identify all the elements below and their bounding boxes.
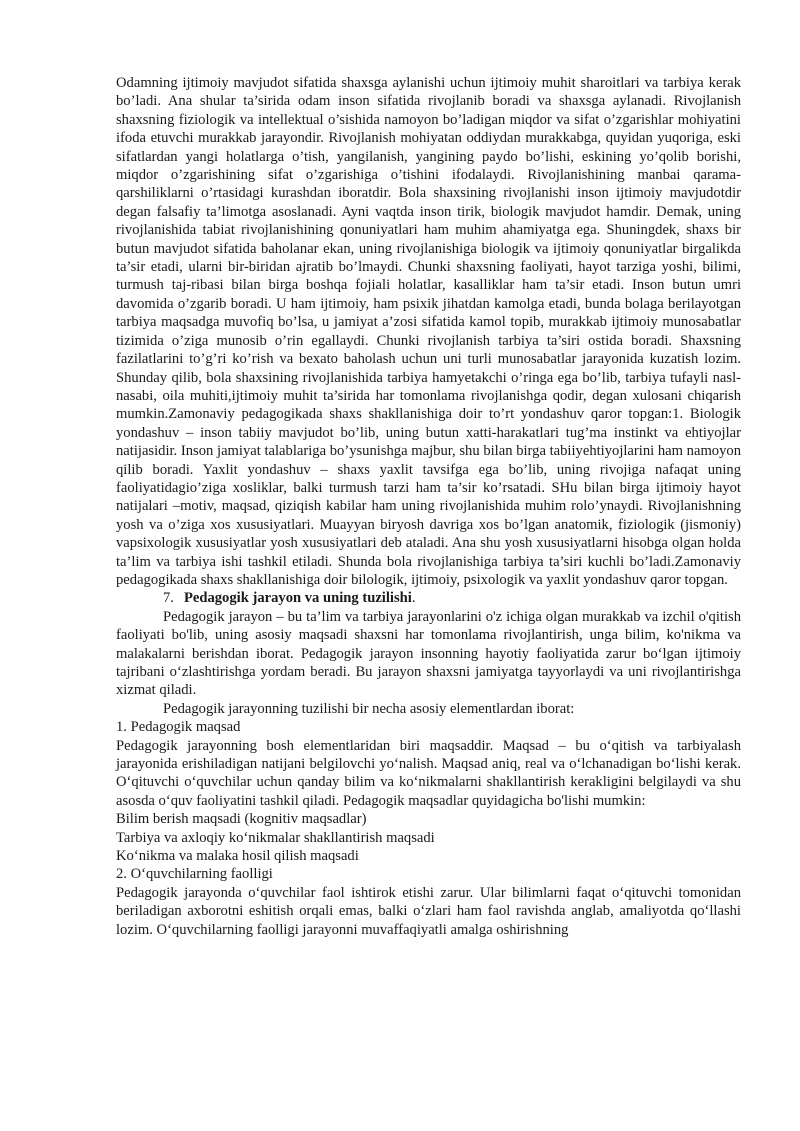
- section-title: Pedagogik jarayon va uning tuzilishi: [183, 590, 412, 607]
- section-number: 7.: [163, 590, 174, 607]
- element-2-text: Pedagogik jarayonda o‘quvchilar faol ishtirok etishi zarur. Ular bilimlarni faqat o‘qituvchi tomonidan beriladigan axborotni eshitish orqali emas, balki o‘zlari ham faol ravishda anglab, amaliyotda qo‘llashi lozim. O‘quvchilarning faolligi jarayonni muvaffaqiyatli amalga oshirishning: [116, 884, 741, 938]
- element-2-title: 2. O‘quvchilarning faolligi: [116, 866, 273, 883]
- section-heading: [116, 589, 741, 607]
- element-1-title: 1. Pedagogik maqsad: [116, 719, 241, 736]
- section-title-period: .: [411, 590, 416, 607]
- intro-paragraph: Odamning ijtimoiy mavjudot sifatida shaxsga aylanishi uchun ijtimoiy muhit sharoitlari va tarbiya kerak bo’ladi. Ana shular ta’sirida odam inson sifatida rivojlanib boradi va shaxsga aylanadi. Rivojlanish shaxsning fiziologik va intellektual o’sishida namoyon bo’ladigan miqdor va sifat o’zgarishlar mohiyatini ifoda etuvchi murakkab jarayondir. Rivojlanish mohiyatan oddiydan murakkabga, quyidan yuqoriga, eski sifatlardan yangi holatlarga o’tish, yangilanish, yangining paydo bo’lishi, eskining yo’qolib borishi, miqdor o’zgarishining sifat o’zgarishiga o’tishini ifodalaydi. Rivojlanishining manbai qarama-qarshiliklarni o’rtasidagi kurashdan iboratdir. Bola shaxsining rivojlanishi inson ijtimoiy mavjudotdir degan falsafiy ta’limotga asoslanadi. Ayni vaqtda inson tirik, biologik mavjudot hamdir. Demak, uning rivojlanishida tabiat rivojlanishining qonuniyatlari ham muhim ahamiyatga ega. Shuningdek, shaxs bir butun mavjudot sifatida baholanar ekan, uning rivojlanishiga biologik va ijtimoiy qonuniyatlar birgalikda ta’sir etadi, ularni bir-biridan ajratib bo’lmaydi. Chunki shaxsning faoliyati, hayot tarziga yoshi, bilimi, turmush taj-ribasi bilan birga boshqa fojiali holatlar, kasalliklar ham ta’sir etadi. Inson butun umri davomida o’zgarib boradi. U ham ijtimoiy, ham psixik jihatdan kamolga etadi, bunda bolaga berilayotgan tarbiya maqsadga muvofiq bo’lsa, u jamiyat a’zosi sifatida kamol topib, murakkab ijtimoiy munosabatlar tizimida o’ziga munosib o’rin egallaydi. Chunki rivojlanish tarbiya ta’siri ostida boradi. Shaxsning fazilatlarini to’g’ri ko’rish va bexato baholash uchun uni turli munosabatlar jarayonida kuzatish lozim. Shunday qilib, bola shaxsining rivojlanishida tarbiya hamyetakchi o’ringa ega bo’lib, tarbiya tufayli nasl-nasabi, oila muhiti,ijtimoiy muhit ta’sirida har tomonlama rivojlanishga qodir, degan xulosani chiqarish mumkin.Zamonaviy pedagogikada shaxs shakllanishiga doir to’rt yondashuv qaror topgan:1. Biologik yondashuv – inson tabiiy mavjudot bo’lib, uning butun xatti-harakatlari tug’ma instinkt va ehtiyojlar natijasidir. Inson jamiyat talablariga bo’ysunishga majbur, shu bilan birga tabiiyehtiyojlarini ham namoyon qilib boradi. Yaxlit yondashuv – shaxs yaxlit tavsifga ega bo’lib, uning rivojiga nafaqat uning faoliyatidagio’ziga xosliklar, balki turmush tarzi ham ta’sir ko’rsatadi. SHu bilan birga ijtimoiy hayot natijalari –motiv, maqsad, qiziqish kabilar ham uning rivojlanishida muhim rolo’ynaydi. Rivojlanishning yosh va o’ziga xos xususiyatlari. Muayyan biryosh davriga xos bo’lgan anatomik, fiziologik (jismoniy) vapsixologik xususiyatlar yosh xususiyatlari deb ataladi. Ana shu yosh xususiyatlarni hisobga olgan holda ta’lim va tarbiya ishi tashkil etiladi. Shunda bola rivojlanishiga tarbiya ta’siri kuchli bo’ladi.Zamonaviy pedagogikada shaxs shakllanishiga doir bilologik, ijtimoiy, psixologik va yaxlit yondashuv qaror topgan.: [116, 75, 741, 588]
- element-1-text: Pedagogik jarayonning bosh elementlaridan biri maqsaddir. Maqsad – bu o‘qitish va tarbiyalash jarayonida erishiladigan natijani belgilovchi yo‘nalish. Maqsad aniq, real va o‘lchanadigan bo‘lishi kerak. O‘qituvchi o‘quvchilar uchun qanday bilim va ko‘nikmalarni shakllantirish kerakligini belgilaydi va shu asosda o‘quv faoliyatini tashkil qiladi. Pedagogik maqsadlar quyidagicha bo'lishi mumkin:: [116, 737, 741, 809]
- list-item: Tarbiya va axloqiy ko‘nikmalar shakllantirish maqsadi: [116, 829, 435, 846]
- list-item: Bilim berish maqsadi (kognitiv maqsadlar): [116, 811, 367, 828]
- list-item: Ko‘nikma va malaka hosil qilish maqsadi: [116, 848, 359, 865]
- document-page: [116, 74, 741, 939]
- section-paragraph-2: Pedagogik jarayonning tuzilishi bir necha asosiy elementlardan iborat:: [163, 700, 575, 717]
- section-paragraph-1: Pedagogik jarayon – bu ta’lim va tarbiya jarayonlarini o'z ichiga olgan murakkab va izchil o'qitish faoliyati bo'lib, uning asosiy maqsadi shaxsni har tomonlama rivojlantirish, unga bilim, ko'nikma va malakalarni berishdan iborat. Pedagogik jarayon insonning hayotiy faoliyatida zarur bo‘lgan ijtimoiy tajribani o‘zlashtirishga yordam beradi. Bu jarayon shaxsni jamiyatga tayyorlaydi va uni rivojlantirishga xizmat qiladi.: [116, 608, 741, 699]
